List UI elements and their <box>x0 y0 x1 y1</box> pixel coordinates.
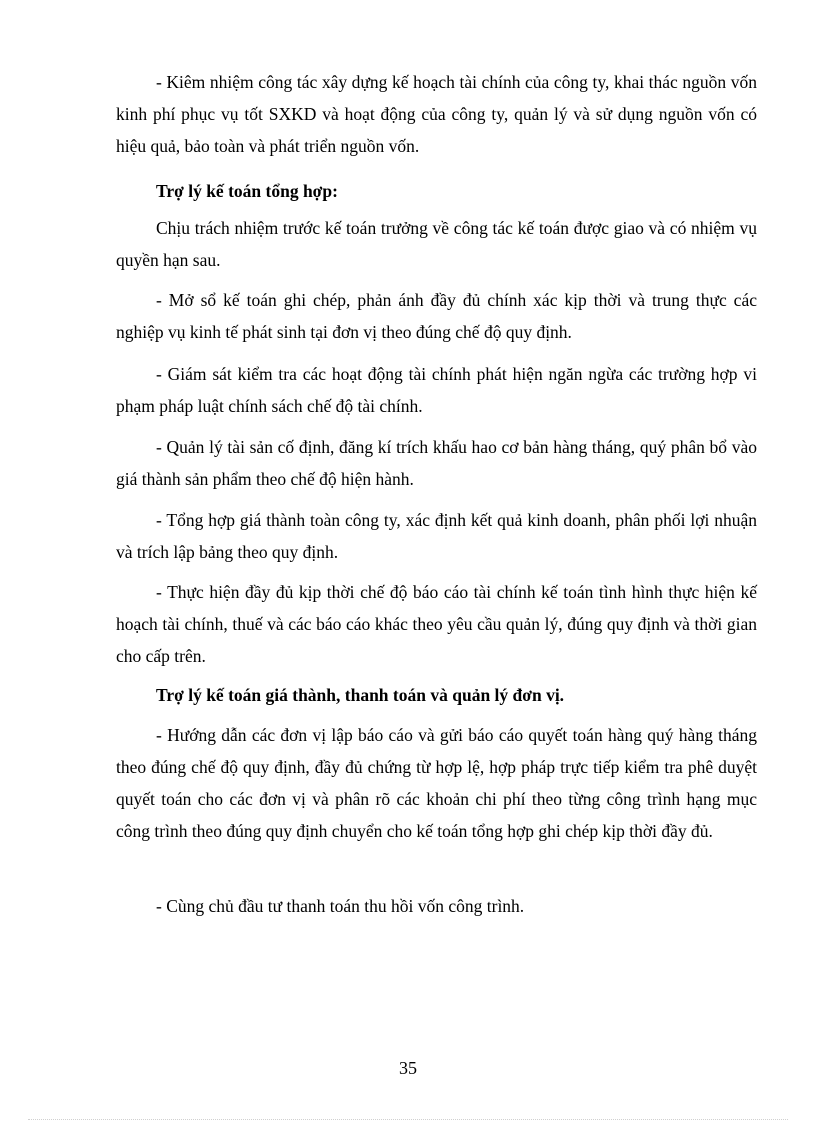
paragraph-capital-recovery: - Cùng chủ đầu tư thanh toán thu hồi vốn công trình. <box>156 896 525 916</box>
heading-cost-payment-assistant: Trợ lý kế toán giá thành, thanh toán và quản lý đơn vị. <box>156 685 565 705</box>
paragraph-open-books: - Mở sổ kế toán ghi chép, phản ánh đầy đủ chính xác kịp thời và trung thực các nghiệp vụ kinh tế phát sinh tại đơn vị theo đúng chế độ quy định. <box>116 290 757 342</box>
paragraph-financial-planning: - Kiêm nhiệm công tác xây dựng kế hoạch tài chính của công ty, khai thác nguồn vốn kinh phí phục vụ tốt SXKD và hoạt động của công ty, quản lý và sử dụng nguồn vốn có hiệu quả, bảo toàn và phát triển nguồn vốn. <box>116 72 757 156</box>
heading-general-accounting-assistant: Trợ lý kế toán tổng hợp: <box>156 181 338 201</box>
page-number: 35 <box>399 1058 417 1078</box>
paragraph-supervision: - Giám sát kiểm tra các hoạt động tài chính phát hiện ngăn ngừa các trường hợp vi phạm pháp luật chính sách chế độ tài chính. <box>116 364 757 416</box>
paragraph-cost-summary: - Tổng hợp giá thành toàn công ty, xác định kết quả kinh doanh, phân phối lợi nhuận và trích lập bảng theo quy định. <box>116 510 757 562</box>
paragraph-guidance: - Hướng dẫn các đơn vị lập báo cáo và gửi báo cáo quyết toán hàng quý hàng tháng theo đúng chế độ quy định, đầy đủ chứng từ hợp lệ, hợp pháp trực tiếp kiểm tra phê duyệt quyết toán cho các đơn vị và phân rõ các khoản chi phí theo từng công trình hạng mục công trình theo đúng quy định chuyển cho kế toán tổng hợp ghi chép kịp thời đầy đủ. <box>116 725 757 841</box>
paragraph-reporting: - Thực hiện đầy đủ kịp thời chế độ báo cáo tài chính kế toán tình hình thực hiện kế hoạch tài chính, thuế và các báo cáo khác theo yêu cầu quản lý, đúng quy định và thời gian cho cấp trên. <box>116 582 757 666</box>
footer-divider <box>28 1119 788 1120</box>
paragraph-responsibility: Chịu trách nhiệm trước kế toán trưởng về công tác kế toán được giao và có nhiệm vụ quyền hạn sau. <box>116 218 757 270</box>
paragraph-fixed-assets: - Quản lý tài sản cố định, đăng kí trích khấu hao cơ bản hàng tháng, quý phân bổ vào giá thành sản phẩm theo chế độ hiện hành. <box>116 437 757 489</box>
